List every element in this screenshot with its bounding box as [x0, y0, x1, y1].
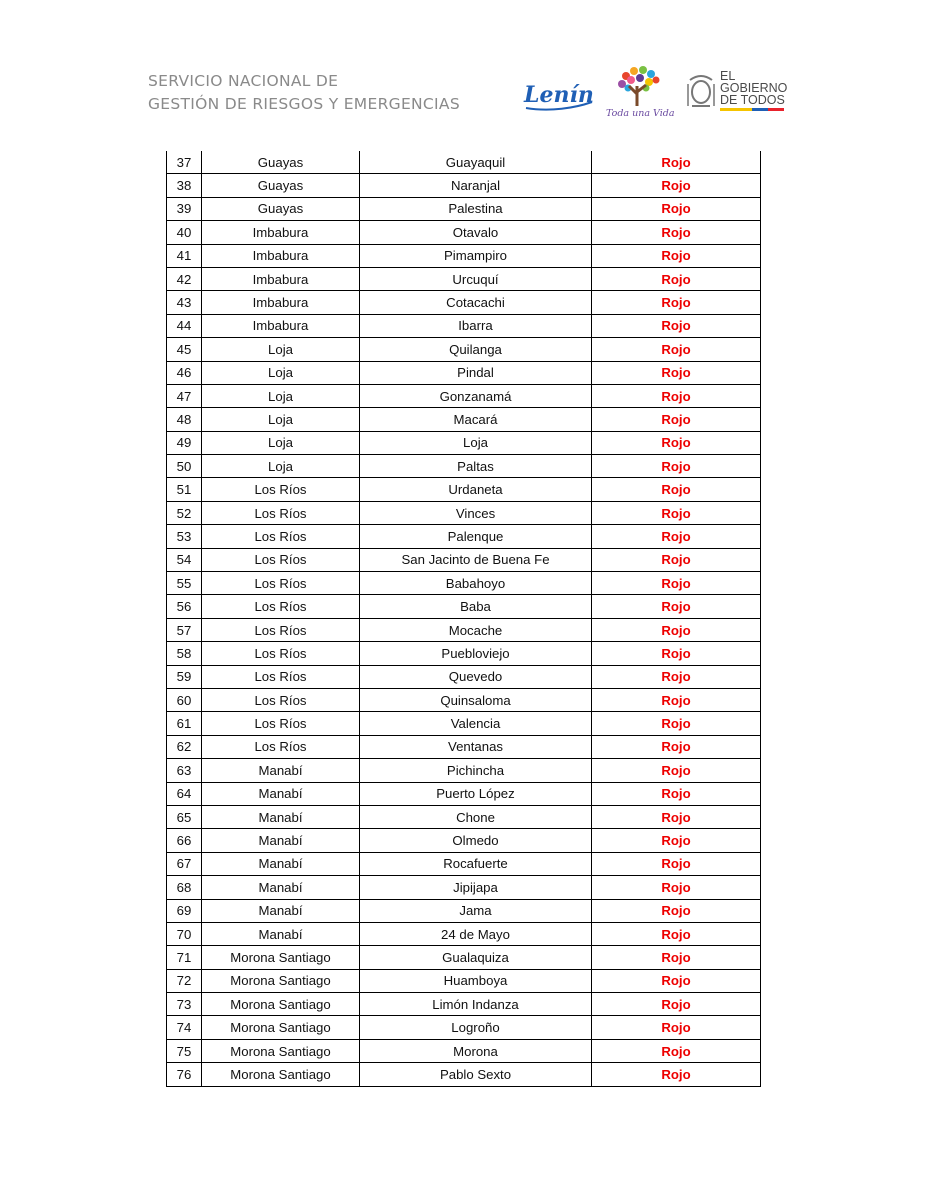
estado-cell: Rojo	[592, 361, 761, 384]
provincia-cell: Guayas	[202, 151, 360, 174]
row-number-cell: 72	[167, 969, 202, 992]
estado-cell: Rojo	[592, 922, 761, 945]
table-row	[167, 1063, 761, 1086]
row-number-cell: 38	[167, 174, 202, 197]
provincia-cell: Morona Santiago	[202, 993, 360, 1016]
provincia-cell: Los Ríos	[202, 712, 360, 735]
table-row	[167, 1016, 761, 1039]
row-number-cell: 42	[167, 267, 202, 290]
canton-cell: Pindal	[360, 361, 592, 384]
canton-cell: Mocache	[360, 618, 592, 641]
estado-cell: Rojo	[592, 805, 761, 828]
row-number-cell: 47	[167, 384, 202, 407]
org-name-line1: SERVICIO NACIONAL DE	[148, 72, 339, 90]
row-number-cell: 66	[167, 829, 202, 852]
table-row	[167, 969, 761, 992]
table-row	[167, 361, 761, 384]
provincia-cell: Los Ríos	[202, 642, 360, 665]
provincia-cell: Manabí	[202, 876, 360, 899]
table-row	[167, 618, 761, 641]
canton-cell: Urdaneta	[360, 478, 592, 501]
canton-cell: Pichincha	[360, 759, 592, 782]
provincia-cell: Manabí	[202, 759, 360, 782]
estado-cell: Rojo	[592, 384, 761, 407]
estado-cell: Rojo	[592, 572, 761, 595]
canton-cell: Quilanga	[360, 338, 592, 361]
canton-cell: Vinces	[360, 501, 592, 524]
table-row	[167, 221, 761, 244]
ecuador-coat-of-arms-icon	[684, 72, 718, 112]
provincia-cell: Manabí	[202, 782, 360, 805]
canton-cell: Ibarra	[360, 314, 592, 337]
provincia-cell: Loja	[202, 431, 360, 454]
tree-caption: Toda una Vida	[606, 108, 675, 119]
row-number-cell: 63	[167, 759, 202, 782]
provincia-cell: Los Ríos	[202, 501, 360, 524]
table-row	[167, 688, 761, 711]
canton-cell: Palenque	[360, 525, 592, 548]
provincia-cell: Loja	[202, 361, 360, 384]
estado-cell: Rojo	[592, 197, 761, 220]
provincia-cell: Loja	[202, 455, 360, 478]
toda-una-vida-logo	[604, 64, 674, 124]
estado-cell: Rojo	[592, 151, 761, 174]
provincia-cell: Manabí	[202, 805, 360, 828]
table-row	[167, 478, 761, 501]
estado-cell: Rojo	[592, 782, 761, 805]
cantons-table	[166, 151, 761, 1087]
canton-cell: 24 de Mayo	[360, 922, 592, 945]
table-row	[167, 946, 761, 969]
row-number-cell: 69	[167, 899, 202, 922]
canton-cell: Logroño	[360, 1016, 592, 1039]
row-number-cell: 44	[167, 314, 202, 337]
estado-cell: Rojo	[592, 221, 761, 244]
table-row	[167, 291, 761, 314]
row-number-cell: 74	[167, 1016, 202, 1039]
table-row	[167, 548, 761, 571]
table-row	[167, 1039, 761, 1062]
canton-cell: Naranjal	[360, 174, 592, 197]
canton-cell: Jama	[360, 899, 592, 922]
provincia-cell: Morona Santiago	[202, 1063, 360, 1086]
row-number-cell: 65	[167, 805, 202, 828]
canton-cell: Olmedo	[360, 829, 592, 852]
estado-cell: Rojo	[592, 595, 761, 618]
estado-cell: Rojo	[592, 642, 761, 665]
table-row	[167, 852, 761, 875]
table-row	[167, 525, 761, 548]
row-number-cell: 46	[167, 361, 202, 384]
table-body	[167, 151, 761, 1086]
row-number-cell: 64	[167, 782, 202, 805]
table-row	[167, 829, 761, 852]
canton-cell: Gualaquiza	[360, 946, 592, 969]
canton-cell: Jipijapa	[360, 876, 592, 899]
row-number-cell: 53	[167, 525, 202, 548]
estado-cell: Rojo	[592, 688, 761, 711]
table-row	[167, 174, 761, 197]
estado-cell: Rojo	[592, 314, 761, 337]
table-row	[167, 712, 761, 735]
estado-cell: Rojo	[592, 525, 761, 548]
estado-cell: Rojo	[592, 244, 761, 267]
provincia-cell: Loja	[202, 338, 360, 361]
gobierno-line2: GOBIERNO	[720, 81, 788, 95]
provincia-cell: Morona Santiago	[202, 1016, 360, 1039]
canton-cell: Palestina	[360, 197, 592, 220]
estado-cell: Rojo	[592, 993, 761, 1016]
canton-cell: Urcuquí	[360, 267, 592, 290]
provincia-cell: Los Ríos	[202, 548, 360, 571]
provincia-cell: Morona Santiago	[202, 1039, 360, 1062]
row-number-cell: 54	[167, 548, 202, 571]
canton-cell: Puebloviejo	[360, 642, 592, 665]
lenin-logo-text: Lenín	[524, 82, 594, 108]
estado-cell: Rojo	[592, 899, 761, 922]
provincia-cell: Imbabura	[202, 267, 360, 290]
provincia-cell: Los Ríos	[202, 595, 360, 618]
canton-cell: Quevedo	[360, 665, 592, 688]
gobierno-line3: DE TODOS	[720, 93, 785, 107]
row-number-cell: 76	[167, 1063, 202, 1086]
canton-cell: San Jacinto de Buena Fe	[360, 548, 592, 571]
table-row	[167, 314, 761, 337]
estado-cell: Rojo	[592, 431, 761, 454]
estado-cell: Rojo	[592, 665, 761, 688]
table-row	[167, 197, 761, 220]
canton-cell: Paltas	[360, 455, 592, 478]
table-row	[167, 805, 761, 828]
provincia-cell: Los Ríos	[202, 665, 360, 688]
lenin-logo	[520, 78, 596, 114]
estado-cell: Rojo	[592, 478, 761, 501]
estado-cell: Rojo	[592, 829, 761, 852]
canton-cell: Huamboya	[360, 969, 592, 992]
provincia-cell: Imbabura	[202, 244, 360, 267]
flag-blue	[752, 108, 768, 111]
gobierno-de-todos-logo	[684, 70, 788, 116]
estado-cell: Rojo	[592, 267, 761, 290]
row-number-cell: 68	[167, 876, 202, 899]
row-number-cell: 39	[167, 197, 202, 220]
estado-cell: Rojo	[592, 852, 761, 875]
estado-cell: Rojo	[592, 946, 761, 969]
table-row	[167, 455, 761, 478]
estado-cell: Rojo	[592, 735, 761, 758]
organization-name	[148, 70, 460, 116]
provincia-cell: Guayas	[202, 174, 360, 197]
table-row	[167, 408, 761, 431]
canton-cell: Guayaquil	[360, 151, 592, 174]
table-row	[167, 876, 761, 899]
estado-cell: Rojo	[592, 548, 761, 571]
provincia-cell: Los Ríos	[202, 525, 360, 548]
provincia-cell: Manabí	[202, 829, 360, 852]
table-row	[167, 735, 761, 758]
tree-icon	[604, 64, 674, 108]
canton-cell: Loja	[360, 431, 592, 454]
row-number-cell: 67	[167, 852, 202, 875]
canton-cell: Valencia	[360, 712, 592, 735]
estado-cell: Rojo	[592, 174, 761, 197]
row-number-cell: 58	[167, 642, 202, 665]
provincia-cell: Los Ríos	[202, 618, 360, 641]
row-number-cell: 60	[167, 688, 202, 711]
row-number-cell: 40	[167, 221, 202, 244]
estado-cell: Rojo	[592, 408, 761, 431]
provincia-cell: Imbabura	[202, 221, 360, 244]
table-row	[167, 665, 761, 688]
table-row	[167, 267, 761, 290]
row-number-cell: 51	[167, 478, 202, 501]
provincia-cell: Imbabura	[202, 314, 360, 337]
canton-cell: Ventanas	[360, 735, 592, 758]
provincia-cell: Loja	[202, 384, 360, 407]
estado-cell: Rojo	[592, 876, 761, 899]
provincia-cell: Manabí	[202, 922, 360, 945]
canton-cell: Pimampiro	[360, 244, 592, 267]
table-row	[167, 244, 761, 267]
estado-cell: Rojo	[592, 1039, 761, 1062]
canton-cell: Rocafuerte	[360, 852, 592, 875]
table-row	[167, 899, 761, 922]
canton-cell: Chone	[360, 805, 592, 828]
provincia-cell: Manabí	[202, 852, 360, 875]
table-row	[167, 431, 761, 454]
gobierno-line1: EL	[720, 69, 736, 83]
row-number-cell: 73	[167, 993, 202, 1016]
table-row	[167, 782, 761, 805]
canton-cell: Baba	[360, 595, 592, 618]
canton-cell: Babahoyo	[360, 572, 592, 595]
row-number-cell: 37	[167, 151, 202, 174]
row-number-cell: 71	[167, 946, 202, 969]
table-row	[167, 151, 761, 174]
org-name-line2: GESTIÓN DE RIESGOS Y EMERGENCIAS	[148, 95, 460, 113]
row-number-cell: 55	[167, 572, 202, 595]
gobierno-text	[720, 70, 787, 106]
row-number-cell: 43	[167, 291, 202, 314]
table-row	[167, 338, 761, 361]
table-row	[167, 595, 761, 618]
row-number-cell: 50	[167, 455, 202, 478]
row-number-cell: 48	[167, 408, 202, 431]
row-number-cell: 75	[167, 1039, 202, 1062]
flag-red	[768, 108, 784, 111]
flag-stripe	[720, 108, 784, 111]
provincia-cell: Los Ríos	[202, 735, 360, 758]
row-number-cell: 70	[167, 922, 202, 945]
row-number-cell: 62	[167, 735, 202, 758]
row-number-cell: 41	[167, 244, 202, 267]
provincia-cell: Imbabura	[202, 291, 360, 314]
estado-cell: Rojo	[592, 969, 761, 992]
provincia-cell: Loja	[202, 408, 360, 431]
table-row	[167, 572, 761, 595]
estado-cell: Rojo	[592, 501, 761, 524]
provincia-cell: Morona Santiago	[202, 969, 360, 992]
provincia-cell: Guayas	[202, 197, 360, 220]
estado-cell: Rojo	[592, 338, 761, 361]
provincia-cell: Los Ríos	[202, 572, 360, 595]
row-number-cell: 56	[167, 595, 202, 618]
canton-cell: Cotacachi	[360, 291, 592, 314]
estado-cell: Rojo	[592, 712, 761, 735]
canton-cell: Otavalo	[360, 221, 592, 244]
flag-yellow	[720, 108, 752, 111]
estado-cell: Rojo	[592, 1016, 761, 1039]
provincia-cell: Manabí	[202, 899, 360, 922]
table-row	[167, 501, 761, 524]
canton-cell: Pablo Sexto	[360, 1063, 592, 1086]
table-row	[167, 384, 761, 407]
row-number-cell: 61	[167, 712, 202, 735]
canton-cell: Quinsaloma	[360, 688, 592, 711]
estado-cell: Rojo	[592, 618, 761, 641]
row-number-cell: 57	[167, 618, 202, 641]
row-number-cell: 52	[167, 501, 202, 524]
canton-cell: Morona	[360, 1039, 592, 1062]
canton-cell: Puerto López	[360, 782, 592, 805]
estado-cell: Rojo	[592, 1063, 761, 1086]
provincia-cell: Los Ríos	[202, 688, 360, 711]
estado-cell: Rojo	[592, 291, 761, 314]
canton-cell: Macará	[360, 408, 592, 431]
provincia-cell: Morona Santiago	[202, 946, 360, 969]
canton-cell: Limón Indanza	[360, 993, 592, 1016]
canton-cell: Gonzanamá	[360, 384, 592, 407]
table-row	[167, 993, 761, 1016]
estado-cell: Rojo	[592, 759, 761, 782]
estado-cell: Rojo	[592, 455, 761, 478]
table-row	[167, 922, 761, 945]
provincia-cell: Los Ríos	[202, 478, 360, 501]
row-number-cell: 49	[167, 431, 202, 454]
table-row	[167, 642, 761, 665]
table-row	[167, 759, 761, 782]
row-number-cell: 45	[167, 338, 202, 361]
row-number-cell: 59	[167, 665, 202, 688]
